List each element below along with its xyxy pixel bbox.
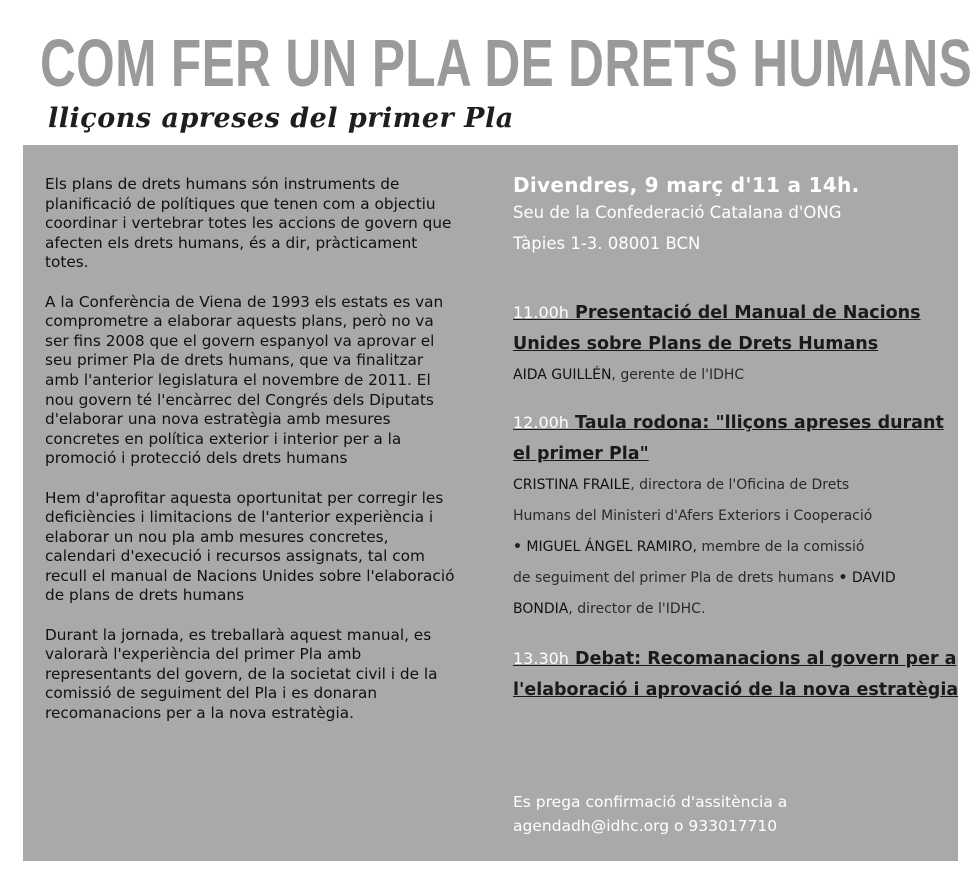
session-title-cont: l'elaboració i aprovació de la nova estratègia bbox=[513, 680, 959, 700]
bullet-icon: • bbox=[838, 570, 848, 586]
session-title-cont: Unides sobre Plans de Drets Humans bbox=[513, 334, 879, 354]
speaker-line: Humans del Ministeri d'Afers Exteriors i Cooperació bbox=[513, 508, 873, 524]
speaker-role: , gerente de l'IDHC bbox=[611, 367, 745, 383]
rsvp-contact: agendadh@idhc.org o 933017710 bbox=[513, 817, 778, 835]
session-title-text: Debat: Recomanacions al govern per a bbox=[575, 649, 957, 669]
session-title-text: Taula rodona: "lliçons apreses durant bbox=[575, 413, 944, 433]
session-title-cont: el primer Pla" bbox=[513, 444, 649, 464]
speaker-name: MIGUEL ÁNGEL RAMIRO, bbox=[526, 539, 697, 555]
session-speakers bbox=[513, 360, 943, 391]
intro-text bbox=[45, 175, 455, 743]
speaker-line bbox=[513, 563, 943, 594]
speaker-name: CRISTINA FRAILE bbox=[513, 477, 631, 493]
speaker-line bbox=[513, 594, 943, 625]
speaker-name: BONDIA bbox=[513, 601, 569, 617]
intro-paragraph: Durant la jornada, es treballarà aquest manual, es valorarà l'experiència del primer Pla amb representants del govern, de la societat civil i de la comissió de seguiment del Pla i es donaran recomanacions per a la nova estratègia. bbox=[45, 625, 438, 723]
program-column bbox=[513, 173, 959, 700]
session-title bbox=[513, 297, 943, 329]
intro-paragraph: Els plans de drets humans són instruments de planificació de polítiques que tenen com a objectiu coordinar i vertebrar totes les accions de govern que afecten els drets humans, és a dir, pràcticament totes. bbox=[45, 175, 452, 272]
session-title-text: Presentació del Manual de Nacions bbox=[575, 303, 921, 323]
page-title: COM FER UN PLA DE DRETS HUMANS bbox=[40, 26, 973, 101]
session-time: 12.00h bbox=[513, 413, 569, 432]
content-panel bbox=[23, 145, 958, 861]
speaker-name: DAVID bbox=[851, 570, 896, 586]
speaker-role: , directora de l'Oficina de Drets bbox=[630, 477, 850, 493]
intro-paragraph: A la Conferència de Viena de 1993 els estats es van comprometre a elaborar aquests plans, però no va ser fins 2008 que el govern espanyol va aprovar el seu primer Pla de drets humans, que va finalitzar amb l'anterior legislatura el novembre de 2011. El nou govern té l'encàrrec del Congrés dels Diputats d'elaborar una nova estratègia amb mesures concretes en política exterior i interior per a la promoció i protecció dels drets humans bbox=[45, 292, 444, 468]
event-venue: Seu de la Confederació Catalana d'ONG bbox=[513, 203, 842, 222]
rsvp-note bbox=[513, 790, 787, 838]
speaker-role: membre de la comissió bbox=[696, 539, 865, 555]
bullet-icon: • bbox=[513, 539, 522, 555]
event-address: Tàpies 1-3. 08001 BCN bbox=[513, 234, 701, 253]
rsvp-text: Es prega confirmació d'assitència a bbox=[513, 793, 788, 811]
session-presentation bbox=[513, 297, 943, 391]
session-time: 11.00h bbox=[513, 303, 569, 322]
session-title bbox=[513, 407, 943, 439]
speaker-line bbox=[513, 470, 943, 501]
session-title bbox=[513, 643, 957, 675]
speaker-name: AIDA GUILLÉN bbox=[513, 367, 612, 383]
page-subtitle: lliçons apreses del primer Pla bbox=[48, 103, 514, 134]
event-date: Divendres, 9 març d'11 a 14h. bbox=[513, 173, 860, 197]
speaker-role: , director de l'IDHC. bbox=[568, 601, 706, 617]
session-time: 13.30h bbox=[513, 649, 569, 668]
speaker-line bbox=[513, 532, 943, 563]
session-debate bbox=[513, 643, 959, 706]
intro-paragraph: Hem d'aprofitar aquesta oportunitat per corregir les deficiències i limitacions de l'anterior experiència i elaborar un nou pla amb mesures concretes, calendari d'execució i recursos assignats, tal com recull el manual de Nacions Unides sobre l'elaboració de plans de drets humans bbox=[45, 488, 455, 605]
speaker-role: de seguiment del primer Pla de drets humans bbox=[513, 570, 835, 586]
session-round-table bbox=[513, 407, 943, 625]
